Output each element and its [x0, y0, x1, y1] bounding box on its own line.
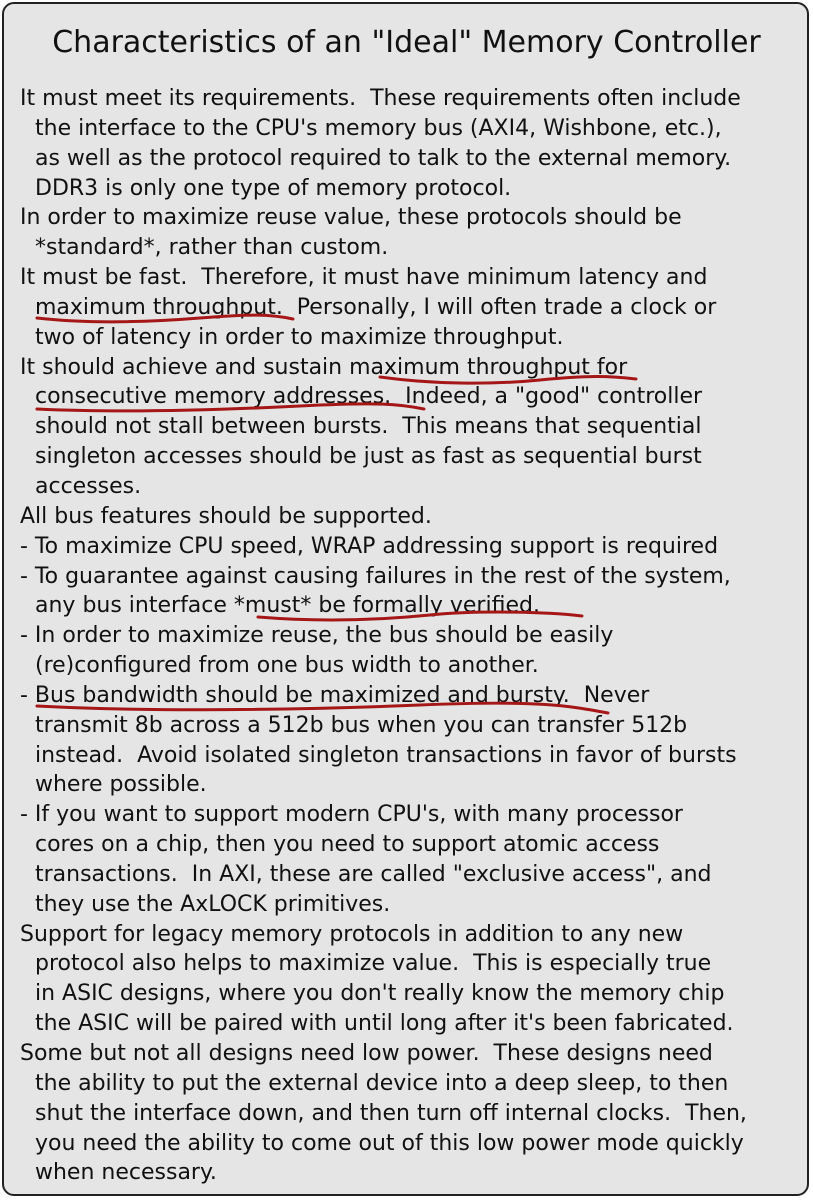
text-line: accesses.: [35, 473, 142, 499]
text-line: when necessary.: [35, 1160, 217, 1186]
text-line: - If you want to support modern CPU's, with many processor: [20, 802, 683, 828]
text-line: the ability to put the external device into a deep sleep, to then: [35, 1070, 729, 1096]
slide-title: Characteristics of an "Ideal" Memory Controller: [52, 25, 761, 60]
text-line: they use the AxLOCK primitives.: [35, 891, 391, 917]
text-line: (re)configured from one bus width to another.: [35, 653, 539, 679]
text-line: two of latency in order to maximize throughput.: [35, 324, 564, 350]
slide-body: [20, 84, 810, 1188]
text-line: protocol also helps to maximize value. This is especially true: [35, 951, 712, 977]
text-line: should not stall between bursts. This means that sequential: [35, 414, 702, 440]
text-line: It should achieve and sustain maximum throughput for: [20, 354, 628, 380]
text-line: instead. Avoid isolated singleton transactions in favor of bursts: [35, 742, 737, 768]
text-line: DDR3 is only one type of memory protocol.: [35, 175, 512, 201]
text-line: the interface to the CPU's memory bus (AXI4, Wishbone, etc.),: [35, 115, 722, 141]
text-line: transmit 8b across a 512b bus when you can transfer 512b: [35, 712, 688, 738]
text-line: consecutive memory addresses. Indeed, a "good" controller: [35, 384, 703, 410]
text-line: - To maximize CPU speed, WRAP addressing support is required: [20, 533, 719, 559]
text-line: Some but not all designs need low power. These designs need: [20, 1041, 713, 1066]
text-line: transactions. In AXI, these are called "exclusive access", and: [35, 861, 712, 887]
text-line: singleton accesses should be just as fast as sequential burst: [35, 444, 702, 470]
text-line: any bus interface *must* be formally verified.: [35, 593, 540, 619]
text-line: It must be fast. Therefore, it must have minimum latency and: [20, 265, 708, 291]
text-line: the ASIC will be paired with until long after it's been fabricated.: [35, 1011, 734, 1037]
text-line: cores on a chip, then you need to support atomic access: [35, 832, 660, 858]
text-line: It must meet its requirements. These requirements often include: [20, 86, 741, 111]
text-line: in ASIC designs, where you don't really know the memory chip: [35, 981, 725, 1007]
text-line: as well as the protocol required to talk to the external memory.: [35, 145, 732, 171]
text-line: - In order to maximize reuse, the bus should be easily: [20, 623, 614, 649]
text-line: - To guarantee against causing failures in the rest of the system,: [20, 563, 731, 589]
text-line: All bus features should be supported.: [20, 503, 432, 529]
text-line: where possible.: [35, 772, 207, 798]
text-line: In order to maximize reuse value, these protocols should be: [20, 205, 682, 231]
text-line: maximum throughput. Personally, I will often trade a clock or: [35, 294, 717, 320]
text-line: *standard*, rather than custom.: [35, 235, 389, 261]
text-line: you need the ability to come out of this low power mode quickly: [35, 1130, 744, 1156]
text-line: shut the interface down, and then turn off internal clocks. Then,: [35, 1100, 747, 1126]
text-line: Support for legacy memory protocols in addition to any new: [20, 921, 684, 947]
text-line: - Bus bandwidth should be maximized and bursty. Never: [20, 682, 650, 708]
